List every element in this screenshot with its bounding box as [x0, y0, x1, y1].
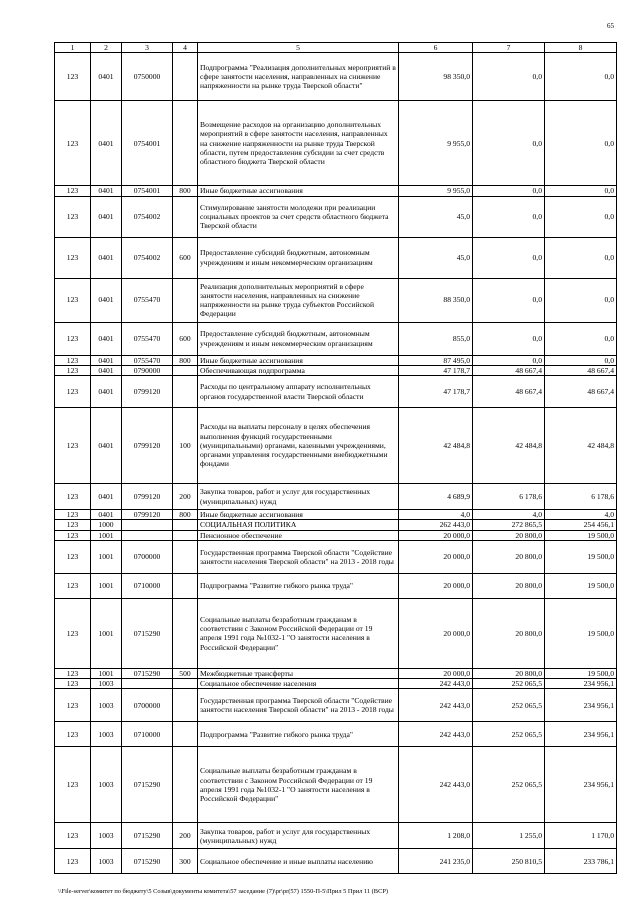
table-cell: 0755470 [122, 322, 173, 355]
table-cell: 800 [173, 355, 198, 365]
table-cell: 0715290 [122, 823, 173, 849]
page-number: 65 [607, 22, 614, 30]
table-cell: 0754002 [122, 237, 173, 278]
header-cell: 7 [473, 43, 545, 53]
table-cell: 0,0 [545, 53, 617, 101]
table-cell [173, 689, 198, 722]
table-cell [173, 530, 198, 540]
table-cell: 87 495,0 [399, 355, 473, 365]
table-cell: 0710000 [122, 722, 173, 747]
table-cell: 19 500,0 [545, 573, 617, 598]
table-cell [173, 747, 198, 823]
table-cell: 0401 [91, 101, 122, 186]
table-row [55, 376, 617, 408]
table-cell: 272 865,5 [473, 520, 545, 530]
table-cell: 1000 [91, 520, 122, 530]
table-cell: 0,0 [473, 237, 545, 278]
table-cell: 0790000 [122, 365, 173, 375]
row-description: Расходы на выплаты персоналу в целях обеспечения выполнения функций государственными (муниципальными) органами, казенными учреждениями, органами управления государственными внебюджетными фондами [198, 408, 399, 484]
table-cell: 123 [55, 668, 91, 678]
table-cell: 0750000 [122, 53, 173, 101]
table-cell: 0,0 [473, 322, 545, 355]
table-cell: 1001 [91, 573, 122, 598]
table-cell: 123 [55, 101, 91, 186]
table-cell: 4,0 [545, 510, 617, 520]
table-cell: 20 800,0 [473, 668, 545, 678]
table-cell: 0700000 [122, 540, 173, 573]
table-cell: 0,0 [545, 196, 617, 237]
row-description: Стимулирование занятости молодежи при реализации социальных проектов за счет средств областного бюджета Тверской области [198, 196, 399, 237]
budget-table [54, 42, 617, 874]
table-cell: 123 [55, 53, 91, 101]
table-cell: 123 [55, 679, 91, 689]
table-cell: 45,0 [399, 196, 473, 237]
table-cell [173, 679, 198, 689]
table-cell: 45,0 [399, 237, 473, 278]
table-cell: 200 [173, 484, 198, 510]
table-cell: 123 [55, 196, 91, 237]
table-cell: 252 065,5 [473, 679, 545, 689]
table-cell: 1003 [91, 823, 122, 849]
table-row [55, 530, 617, 540]
table-cell [173, 101, 198, 186]
table-cell: 88 350,0 [399, 278, 473, 322]
table-cell: 123 [55, 510, 91, 520]
table-cell: 123 [55, 747, 91, 823]
header-cell: 6 [399, 43, 473, 53]
table-cell: 0,0 [545, 186, 617, 196]
header-row [55, 43, 617, 53]
table-cell: 9 955,0 [399, 101, 473, 186]
table-cell: 0,0 [473, 196, 545, 237]
table-cell: 0754001 [122, 101, 173, 186]
table-cell: 4 689,9 [399, 484, 473, 510]
table-cell: 0401 [91, 322, 122, 355]
header-cell: 1 [55, 43, 91, 53]
table-cell: 0755470 [122, 278, 173, 322]
row-description: Подпрограмма "Развитие гибкого рынка труда" [198, 722, 399, 747]
table-cell: 123 [55, 408, 91, 484]
table-cell: 6 178,6 [545, 484, 617, 510]
table-row [55, 186, 617, 196]
table-cell: 600 [173, 322, 198, 355]
table-cell: 252 065,5 [473, 747, 545, 823]
table-cell: 254 456,1 [545, 520, 617, 530]
table-cell: 242 443,0 [399, 689, 473, 722]
table-cell: 47 178,7 [399, 376, 473, 408]
row-description: Обеспечивающая подпрограмма [198, 365, 399, 375]
table-cell [173, 376, 198, 408]
row-description: Социальные выплаты безработным гражданам в соответствии с Законом Российской Федерации от 19 апреля 1991 года №1032-1 "О занятости населения в Российской Федерации" [198, 598, 399, 668]
table-cell: 0401 [91, 53, 122, 101]
table-cell: 0401 [91, 510, 122, 520]
file-path-footer: \\File-server\комитет по бюджету\5 Созыв\документы комитета\57 заседание (7)\pr\pr(57) 1550-П-5\Прил 5 Прил 11 (ВСР) [58, 888, 389, 895]
row-description: Закупка товаров, работ и услуг для государственных (муниципальных) нужд [198, 823, 399, 849]
table-cell: 42 484,8 [399, 408, 473, 484]
header-cell: 4 [173, 43, 198, 53]
table-cell: 20 000,0 [399, 530, 473, 540]
row-description: Иные бюджетные ассигнования [198, 355, 399, 365]
table-cell: 47 178,7 [399, 365, 473, 375]
table-cell: 123 [55, 376, 91, 408]
table-cell: 800 [173, 510, 198, 520]
table-cell [173, 278, 198, 322]
table-cell: 1003 [91, 689, 122, 722]
row-description: Подпрограмма "Развитие гибкого рынка труда" [198, 573, 399, 598]
table-cell [122, 520, 173, 530]
table-row [55, 598, 617, 668]
row-description: Пенсионное обеспечение [198, 530, 399, 540]
table-cell: 48 667,4 [545, 365, 617, 375]
table-cell: 234 956,1 [545, 679, 617, 689]
table-cell: 42 484,8 [473, 408, 545, 484]
table-row [55, 322, 617, 355]
table-cell: 19 500,0 [545, 530, 617, 540]
table-cell: 0710000 [122, 573, 173, 598]
row-description: Предоставление субсидий бюджетным, автономным учреждениям и иным некоммерческим организациям [198, 322, 399, 355]
table-row [55, 278, 617, 322]
table-cell: 123 [55, 722, 91, 747]
header-cell: 2 [91, 43, 122, 53]
table-cell: 1003 [91, 849, 122, 874]
table-cell: 20 800,0 [473, 540, 545, 573]
row-description: СОЦИАЛЬНАЯ ПОЛИТИКА [198, 520, 399, 530]
table-cell: 0799120 [122, 408, 173, 484]
table-cell: 242 443,0 [399, 679, 473, 689]
table-cell: 42 484,8 [545, 408, 617, 484]
table-cell: 0799120 [122, 484, 173, 510]
table-cell: 1003 [91, 747, 122, 823]
table-cell [122, 530, 173, 540]
table-row [55, 365, 617, 375]
table-cell: 0401 [91, 376, 122, 408]
table-cell: 6 178,6 [473, 484, 545, 510]
table-cell: 48 667,4 [473, 376, 545, 408]
row-description: Социальное обеспечение населения [198, 679, 399, 689]
table-cell: 1003 [91, 679, 122, 689]
table-row [55, 101, 617, 186]
row-description: Реализация дополнительных мероприятий в сфере занятости населения, направленных на снижение напряженности на рынке труда субъектов Российской Федерации [198, 278, 399, 322]
table-cell: 242 443,0 [399, 722, 473, 747]
table-cell [173, 196, 198, 237]
table-cell: 19 500,0 [545, 540, 617, 573]
table-cell: 0799120 [122, 376, 173, 408]
table-row [55, 355, 617, 365]
row-description: Иные бюджетные ассигнования [198, 186, 399, 196]
table-cell: 500 [173, 668, 198, 678]
table-cell: 20 000,0 [399, 598, 473, 668]
table-cell: 123 [55, 237, 91, 278]
table-row [55, 53, 617, 101]
table-cell: 300 [173, 849, 198, 874]
row-description: Государственная программа Тверской области "Содействие занятости населения Тверской области" на 2013 - 2018 годы [198, 689, 399, 722]
table-row [55, 849, 617, 874]
table-cell: 0715290 [122, 598, 173, 668]
table-cell: 262 443,0 [399, 520, 473, 530]
table-row [55, 722, 617, 747]
table-cell: 0,0 [545, 101, 617, 186]
table-cell [173, 520, 198, 530]
table-cell [173, 365, 198, 375]
table-row [55, 668, 617, 678]
table-cell: 20 000,0 [399, 573, 473, 598]
table-cell: 123 [55, 322, 91, 355]
table-cell: 123 [55, 689, 91, 722]
row-description: Иные бюджетные ассигнования [198, 510, 399, 520]
row-description: Подпрограмма "Реализация дополнительных мероприятий в сфере занятости населения, направленных на снижение напряженности на рынке труда Тверской области" [198, 53, 399, 101]
table-cell: 123 [55, 278, 91, 322]
table-cell: 0401 [91, 408, 122, 484]
row-description: Социальное обеспечение и иные выплаты населению [198, 849, 399, 874]
table-cell: 9 955,0 [399, 186, 473, 196]
table-cell: 4,0 [399, 510, 473, 520]
table-cell: 20 800,0 [473, 598, 545, 668]
row-description: Расходы по центральному аппарату исполнительных органов государственной власти Тверской области [198, 376, 399, 408]
table-row [55, 573, 617, 598]
table-cell: 0401 [91, 365, 122, 375]
row-description: Закупка товаров, работ и услуг для государственных (муниципальных) нужд [198, 484, 399, 510]
table-cell: 123 [55, 823, 91, 849]
table-cell: 1001 [91, 540, 122, 573]
table-row [55, 408, 617, 484]
table-cell: 233 786,1 [545, 849, 617, 874]
table-cell: 0,0 [545, 278, 617, 322]
table-cell: 0715290 [122, 849, 173, 874]
table-cell [122, 679, 173, 689]
table-cell: 0,0 [473, 53, 545, 101]
table-cell: 0715290 [122, 747, 173, 823]
row-description: Социальные выплаты безработным гражданам в соответствии с Законом Российской Федерации от 19 апреля 1991 года №1032-1 "О занятости населения в Российской Федерации" [198, 747, 399, 823]
table-cell: 234 956,1 [545, 689, 617, 722]
table-row [55, 237, 617, 278]
table-cell: 234 956,1 [545, 747, 617, 823]
table-cell [173, 540, 198, 573]
table-cell: 0401 [91, 186, 122, 196]
table-cell: 0,0 [545, 237, 617, 278]
table-cell: 1 208,0 [399, 823, 473, 849]
table-row [55, 196, 617, 237]
table-cell: 252 065,5 [473, 689, 545, 722]
table-cell: 1001 [91, 668, 122, 678]
header-cell: 5 [198, 43, 399, 53]
table-cell: 100 [173, 408, 198, 484]
table-cell [173, 598, 198, 668]
table-cell: 1 255,0 [473, 823, 545, 849]
table-cell: 19 500,0 [545, 598, 617, 668]
header-cell: 3 [122, 43, 173, 53]
table-cell: 855,0 [399, 322, 473, 355]
table-cell: 123 [55, 365, 91, 375]
table-cell: 242 443,0 [399, 747, 473, 823]
table-cell: 0401 [91, 237, 122, 278]
table-cell: 4,0 [473, 510, 545, 520]
table-cell [173, 573, 198, 598]
table-cell: 0,0 [473, 101, 545, 186]
table-cell: 0401 [91, 484, 122, 510]
table-cell: 48 667,4 [545, 376, 617, 408]
table-cell: 1003 [91, 722, 122, 747]
table-cell: 0715290 [122, 668, 173, 678]
table-row [55, 510, 617, 520]
row-description: Предоставление субсидий бюджетным, автономным учреждениям и иным некоммерческим организациям [198, 237, 399, 278]
table-cell: 1 170,0 [545, 823, 617, 849]
table-cell: 19 500,0 [545, 668, 617, 678]
table-cell: 0754001 [122, 186, 173, 196]
table-cell: 0401 [91, 355, 122, 365]
table-cell: 123 [55, 598, 91, 668]
table-row [55, 823, 617, 849]
table-cell: 1001 [91, 530, 122, 540]
table-cell: 0,0 [473, 278, 545, 322]
table-cell: 123 [55, 355, 91, 365]
header-cell: 8 [545, 43, 617, 53]
table-row [55, 679, 617, 689]
table-cell: 234 956,1 [545, 722, 617, 747]
table-cell: 0,0 [545, 355, 617, 365]
table-cell [173, 53, 198, 101]
table-cell: 0401 [91, 278, 122, 322]
table-cell: 0755470 [122, 355, 173, 365]
table-cell: 98 350,0 [399, 53, 473, 101]
table-cell: 123 [55, 484, 91, 510]
table-row [55, 484, 617, 510]
row-description: Межбюджетные трансферты [198, 668, 399, 678]
table-cell: 0754002 [122, 196, 173, 237]
row-description: Возмещение расходов на организацию дополнительных мероприятий в сфере занятости населения, направленных на снижение напряженности на рынке труда Тверской области, путем предоставления субсидии за счет средств областного бюджета Тверской области [198, 101, 399, 186]
table-cell: 0401 [91, 196, 122, 237]
table-cell: 123 [55, 520, 91, 530]
table-cell: 250 810,5 [473, 849, 545, 874]
table-cell: 20 000,0 [399, 540, 473, 573]
table-cell: 123 [55, 540, 91, 573]
table-cell [173, 722, 198, 747]
table-cell: 20 800,0 [473, 573, 545, 598]
table-cell: 48 667,4 [473, 365, 545, 375]
table-cell: 0,0 [545, 322, 617, 355]
table-cell: 252 065,5 [473, 722, 545, 747]
table-cell: 800 [173, 186, 198, 196]
table-cell: 20 000,0 [399, 668, 473, 678]
table-row [55, 540, 617, 573]
table-cell: 20 800,0 [473, 530, 545, 540]
table-cell: 123 [55, 573, 91, 598]
table-cell: 600 [173, 237, 198, 278]
table-row [55, 520, 617, 530]
table-cell: 200 [173, 823, 198, 849]
table-cell: 0799120 [122, 510, 173, 520]
table-cell: 123 [55, 530, 91, 540]
table-cell: 1001 [91, 598, 122, 668]
table-cell: 0,0 [473, 355, 545, 365]
table-row [55, 747, 617, 823]
table-cell: 123 [55, 849, 91, 874]
table-row [55, 689, 617, 722]
table-cell: 0,0 [473, 186, 545, 196]
table-cell: 123 [55, 186, 91, 196]
table-cell: 0700000 [122, 689, 173, 722]
table-cell: 241 235,0 [399, 849, 473, 874]
row-description: Государственная программа Тверской области "Содействие занятости населения Тверской области" на 2013 - 2018 годы [198, 540, 399, 573]
